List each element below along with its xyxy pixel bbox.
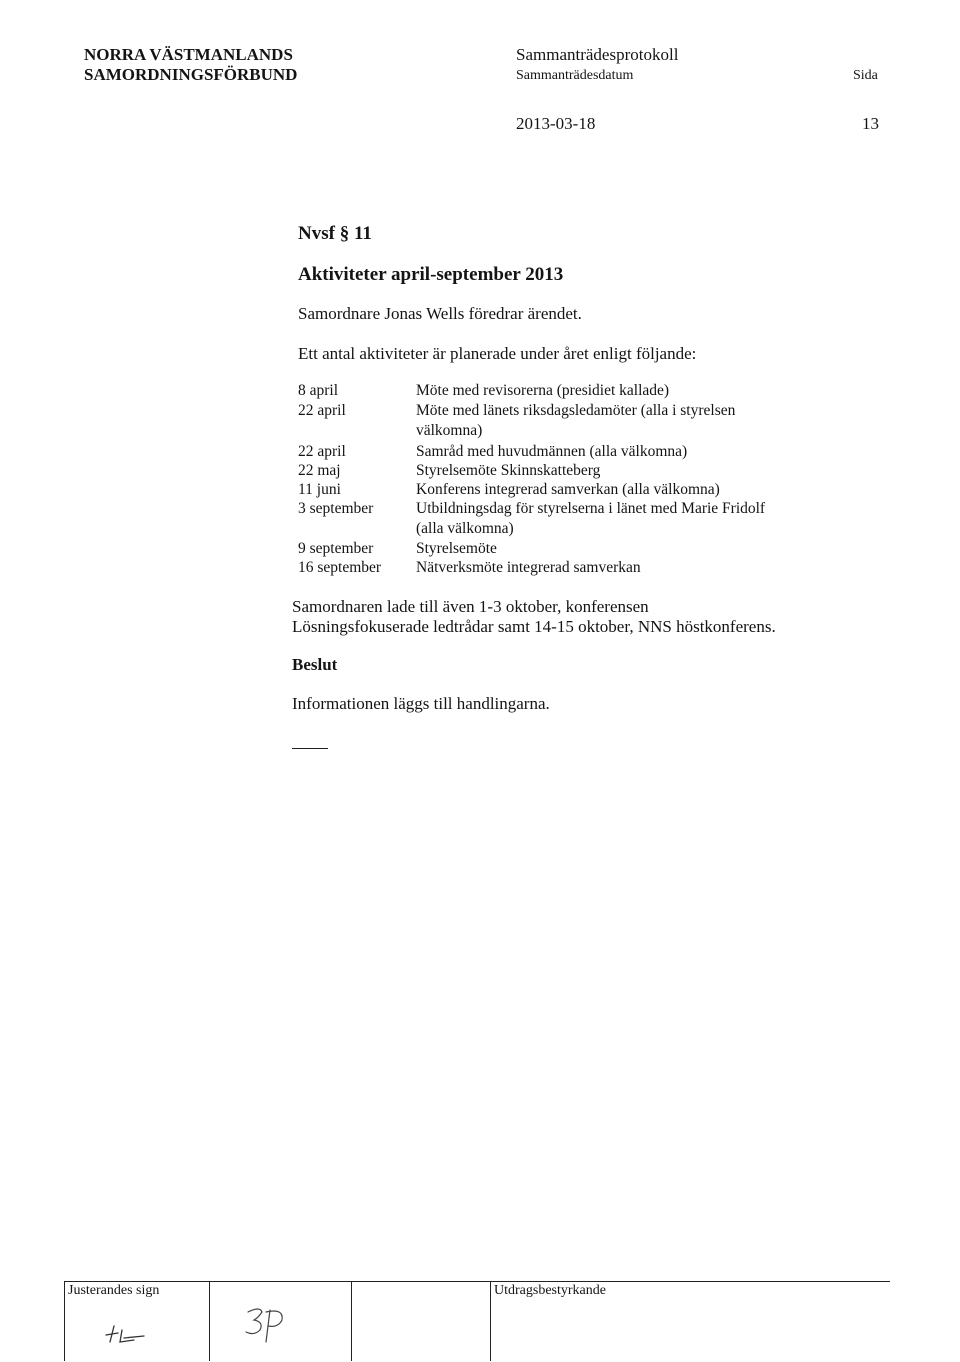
intro-text: Samordnare Jonas Wells föredrar ärendet.	[298, 304, 582, 323]
decision-heading: Beslut	[292, 655, 338, 674]
table-divider	[209, 1281, 210, 1361]
closing-text-line2: Lösningsfokuserade ledtrådar samt 14-15 oktober, NNS höstkonferens.	[292, 617, 776, 636]
lead-text: Ett antal aktiviteter är planerade under året enligt följande:	[298, 344, 697, 363]
activity-date: 22 april	[298, 443, 346, 460]
activity-date: 9 september	[298, 540, 374, 557]
table-divider	[490, 1281, 491, 1361]
signature-table	[64, 1281, 890, 1362]
meeting-date: 2013-03-18	[516, 114, 596, 133]
activity-date: 11 juni	[298, 481, 341, 498]
paragraph-number: Nvsf § 11	[298, 223, 372, 244]
table-divider	[351, 1281, 352, 1361]
activity-text: Möte med länets riksdagsledamöter (alla i styrelsen	[416, 402, 736, 419]
activity-date: 8 april	[298, 382, 339, 399]
closing-text-line1: Samordnaren lade till även 1-3 oktober, konferensen	[292, 597, 649, 616]
table-border-left	[64, 1281, 65, 1361]
sign-label: Justerandes sign	[68, 1283, 160, 1298]
signature-initials-2	[236, 1302, 316, 1350]
activity-text: Styrelsemöte Skinnskatteberg	[416, 462, 601, 479]
extract-label: Utdragsbestyrkande	[494, 1283, 606, 1298]
activity-date: 3 september	[298, 500, 374, 517]
org-name-line1: NORRA VÄSTMANLANDS	[84, 45, 293, 64]
date-label: Sammanträdesdatum	[516, 68, 634, 83]
activity-date: 16 september	[298, 559, 382, 576]
activity-text-cont: välkomna)	[416, 422, 483, 439]
activity-text: Styrelsemöte	[416, 540, 497, 557]
signature-initials-1	[100, 1318, 170, 1348]
activity-text: Utbildningsdag för styrelserna i länet med Marie Fridolf	[416, 500, 766, 517]
activity-text: Samråd med huvudmännen (alla välkomna)	[416, 443, 688, 460]
page-label: Sida	[853, 68, 878, 83]
activity-text: Nätverksmöte integrerad samverkan	[416, 559, 641, 576]
activity-date: 22 maj	[298, 462, 341, 479]
activity-text-cont: (alla välkomna)	[416, 520, 514, 537]
activity-text: Konferens integrerad samverkan (alla välkomna)	[416, 481, 720, 498]
section-title: Aktiviteter april-september 2013	[298, 264, 564, 285]
document-type: Sammanträdesprotokoll	[516, 45, 679, 64]
org-name-line2: SAMORDNINGSFÖRBUND	[84, 65, 298, 84]
end-rule	[292, 748, 328, 749]
activity-text: Möte med revisorerna (presidiet kallade)	[416, 382, 670, 399]
activity-date: 22 april	[298, 402, 346, 419]
decision-text: Informationen läggs till handlingarna.	[292, 694, 550, 713]
page-number: 13	[862, 114, 879, 133]
